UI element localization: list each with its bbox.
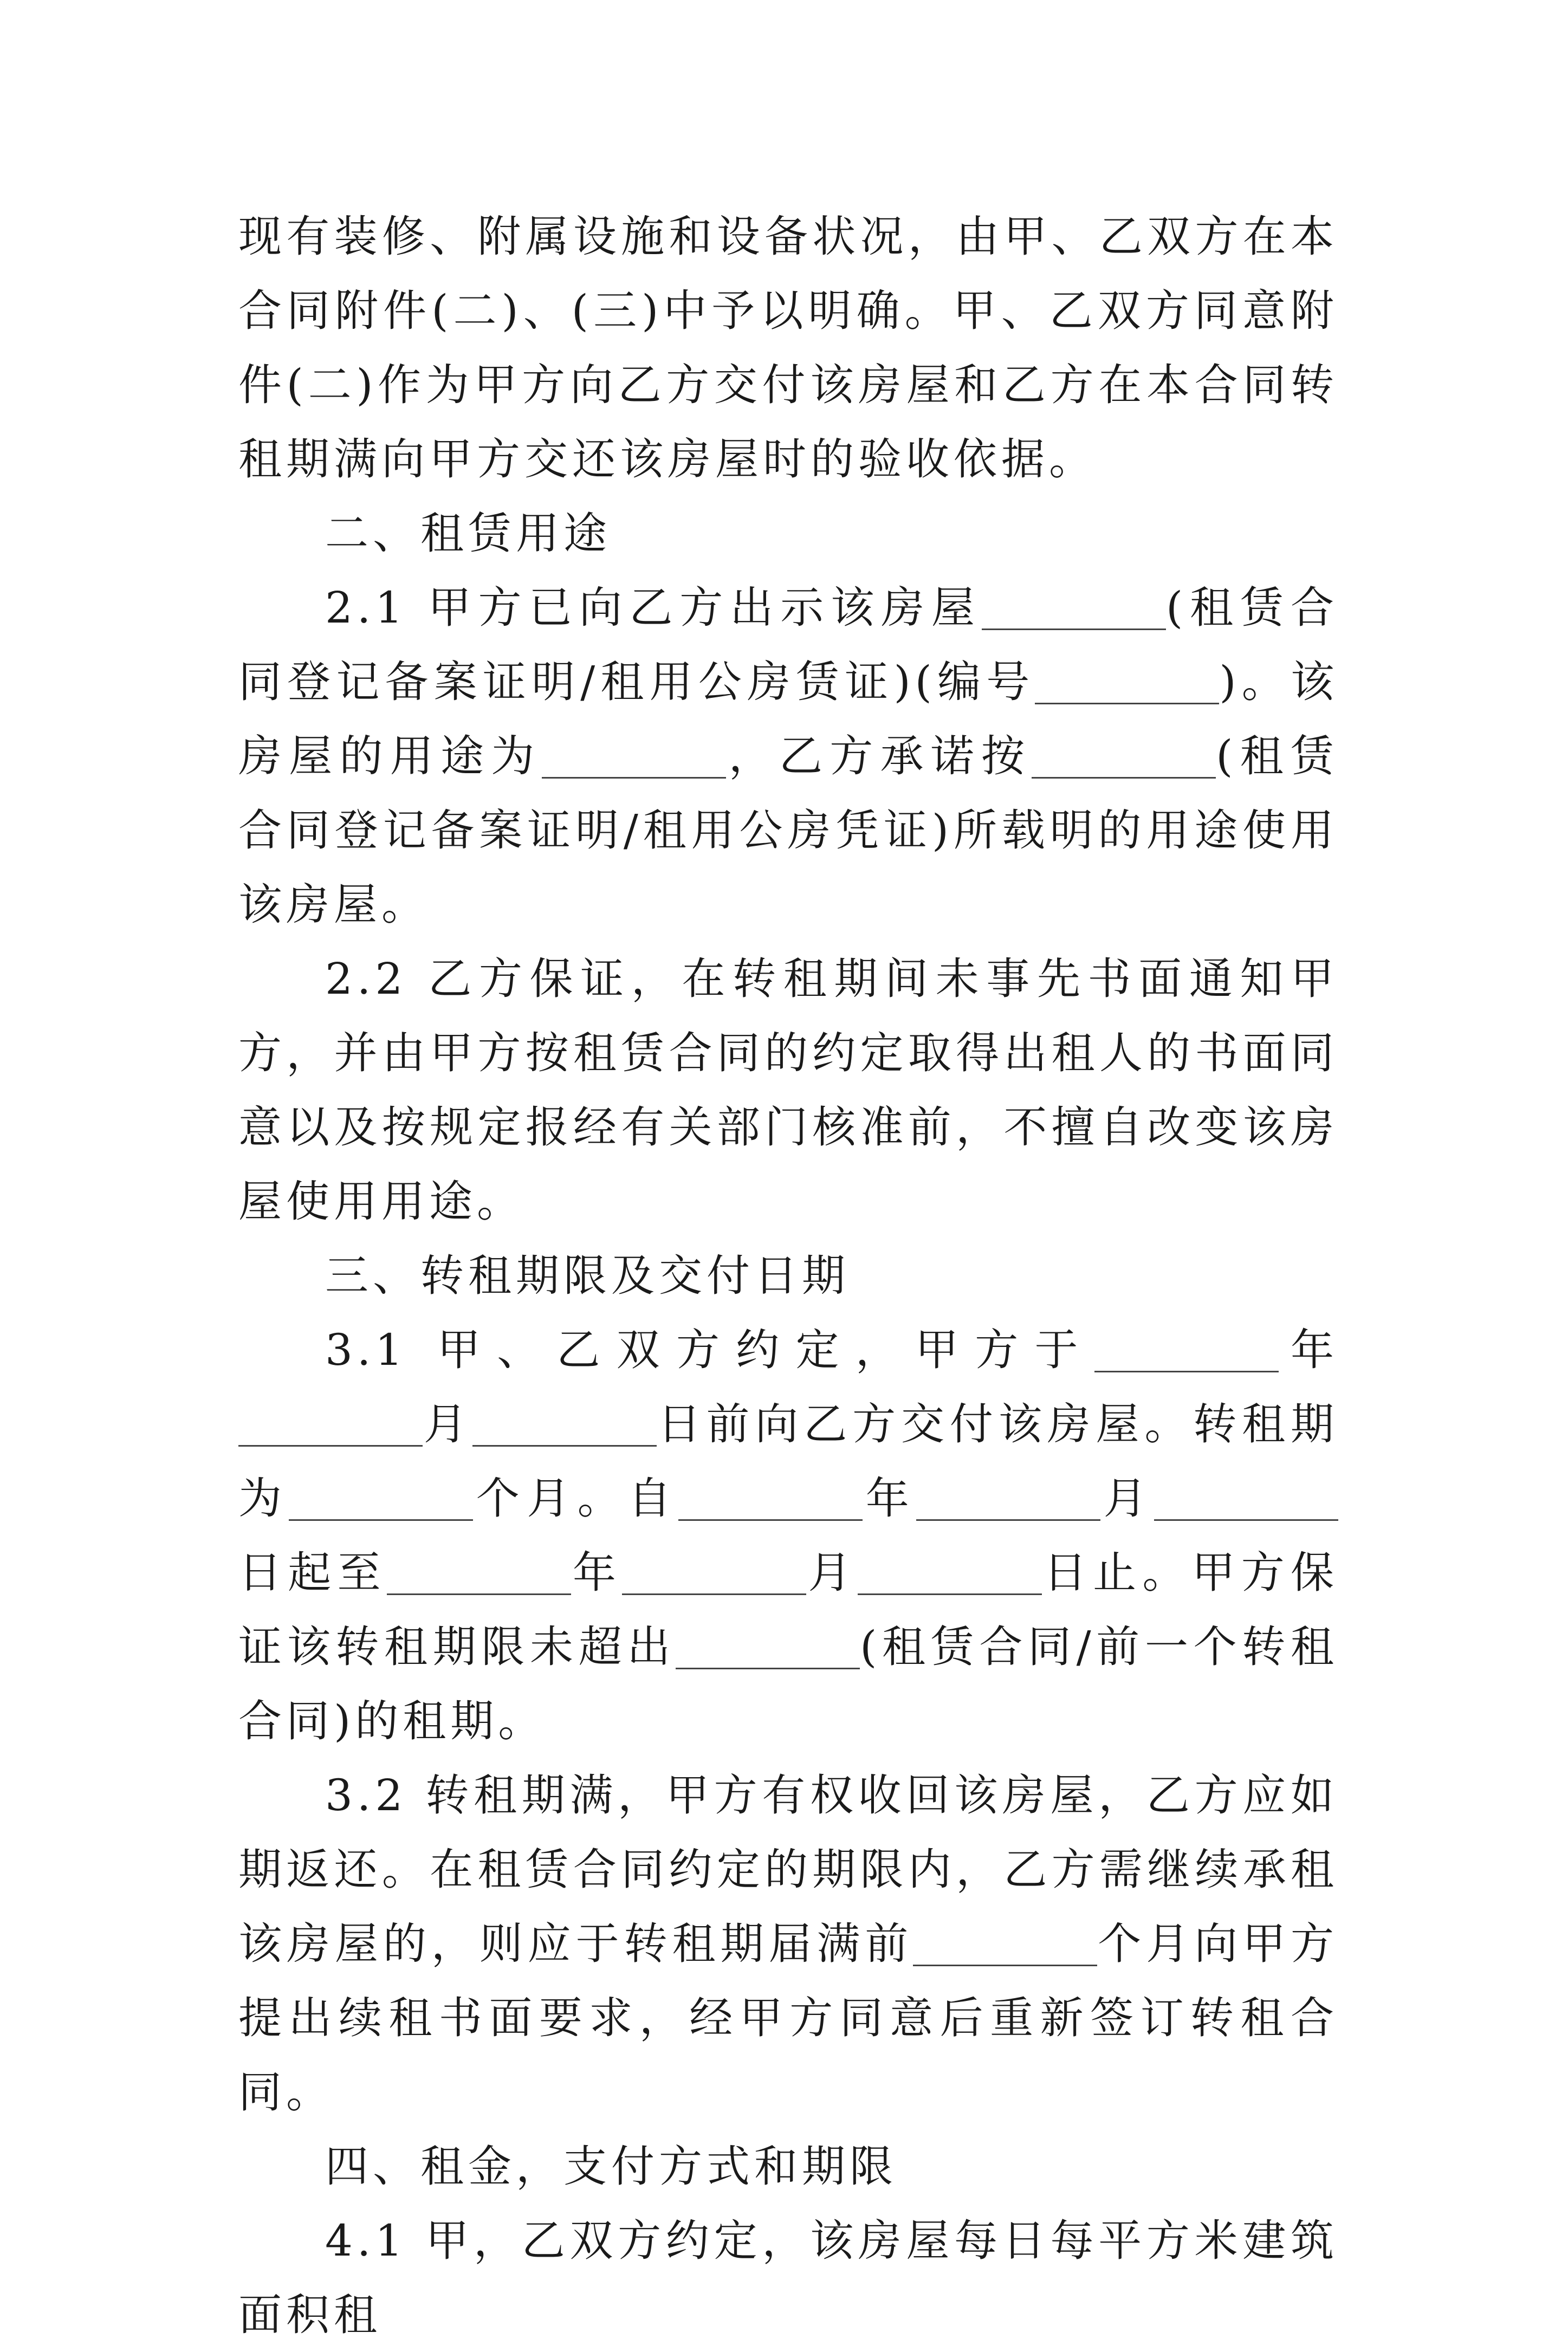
- text-segment: 日前向乙方交付该房屋。转租期为: [238, 1399, 1338, 1524]
- fill-in-blank[interactable]: [472, 1402, 657, 1447]
- paragraph-heading-2: [238, 496, 1338, 571]
- text-segment: 年: [1278, 1325, 1339, 1375]
- paragraph-clause-2-1: [238, 571, 1338, 942]
- fill-in-blank[interactable]: [982, 585, 1166, 630]
- paragraph-clause-3-2: [238, 1758, 1338, 2129]
- paragraph-clause-4-1: [238, 2204, 1338, 2352]
- fill-in-blank[interactable]: [916, 1476, 1100, 1521]
- text-segment: 二、租赁用途: [325, 508, 611, 559]
- fill-in-blank[interactable]: [913, 1921, 1097, 1966]
- fill-in-blank[interactable]: [622, 1550, 806, 1595]
- fill-in-blank[interactable]: [678, 1476, 863, 1521]
- text-segment: 2.2 乙方保证，在转租期间未事先书面通知甲方，并由甲方按租赁合同的约定取得出租人的书面同意以及按规定报经有关部门核准前，不擅自改变该房屋使用用途。: [238, 954, 1338, 1227]
- fill-in-blank[interactable]: [1035, 659, 1219, 704]
- text-segment: 月: [423, 1399, 472, 1449]
- text-segment: 现有装修、附属设施和设备状况，由甲、乙双方在本合同附件(二)、(三)中予以明确。甲、乙双方同意附件(二)作为甲方向乙方交付该房屋和乙方在本合同转租期满向甲方交还该房屋时的验收依据。: [238, 211, 1338, 484]
- text-segment: (租赁合同登记备案证明/租用公房凭证)所载明的用途使用该房屋。: [238, 731, 1338, 930]
- text-segment: 三、转租期限及交付日期: [325, 1250, 850, 1301]
- text-segment: 个月向甲方提出续租书面要求，经甲方同意后重新签订转租合同。: [238, 1919, 1339, 2117]
- fill-in-blank[interactable]: [289, 1476, 473, 1521]
- paragraph-clause-2-2: [238, 942, 1338, 1239]
- fill-in-blank[interactable]: [676, 1624, 860, 1669]
- fill-in-blank[interactable]: [1032, 734, 1216, 779]
- text-segment: 年: [863, 1473, 917, 1524]
- text-segment: ，乙方承诺按: [725, 731, 1032, 781]
- text-segment: )。该房屋的用途为: [238, 657, 1338, 781]
- text-segment: 月: [1100, 1473, 1155, 1524]
- document-body: [238, 199, 1338, 2352]
- text-segment: 月: [806, 1547, 858, 1598]
- fill-in-blank[interactable]: [542, 734, 726, 779]
- text-segment: 年: [571, 1547, 623, 1598]
- text-segment: 个月。自: [473, 1473, 679, 1524]
- fill-in-blank[interactable]: [858, 1550, 1042, 1595]
- text-segment: 3.1 甲、乙双方约定，甲方于: [325, 1325, 1094, 1375]
- paragraph-clause-3-1: [238, 1313, 1338, 1758]
- fill-in-blank[interactable]: [387, 1550, 571, 1595]
- text-segment: 3.2 转租期满，甲方有权收回该房屋，乙方应如期返还。在租赁合同约定的期限内，乙方需继续承租该房屋的，则应于转租期届满前: [238, 1770, 1338, 1969]
- fill-in-blank[interactable]: [238, 1402, 423, 1447]
- text-segment: 日起至: [238, 1547, 387, 1598]
- fill-in-blank[interactable]: [1154, 1476, 1338, 1521]
- text-segment: 2.1 甲方已向乙方出示该房屋: [325, 582, 982, 633]
- text-segment: 日止。甲方保证该转租期限未超出: [238, 1547, 1339, 1672]
- text-segment: (租赁合同/前一个转租合同)的租期。: [238, 1622, 1338, 1746]
- text-segment: 四、租金，支付方式和期限: [325, 2141, 897, 2192]
- paragraph-intro: [238, 199, 1338, 496]
- paragraph-heading-3: [238, 1239, 1338, 1313]
- paragraph-heading-4: [238, 2129, 1338, 2204]
- fill-in-blank[interactable]: [1094, 1327, 1279, 1372]
- text-segment: (租赁合同登记备案证明/租用公房赁证)(编号: [238, 582, 1339, 707]
- text-segment: 4.1 甲，乙双方约定，该房屋每日每平方米建筑面积租: [238, 2215, 1338, 2340]
